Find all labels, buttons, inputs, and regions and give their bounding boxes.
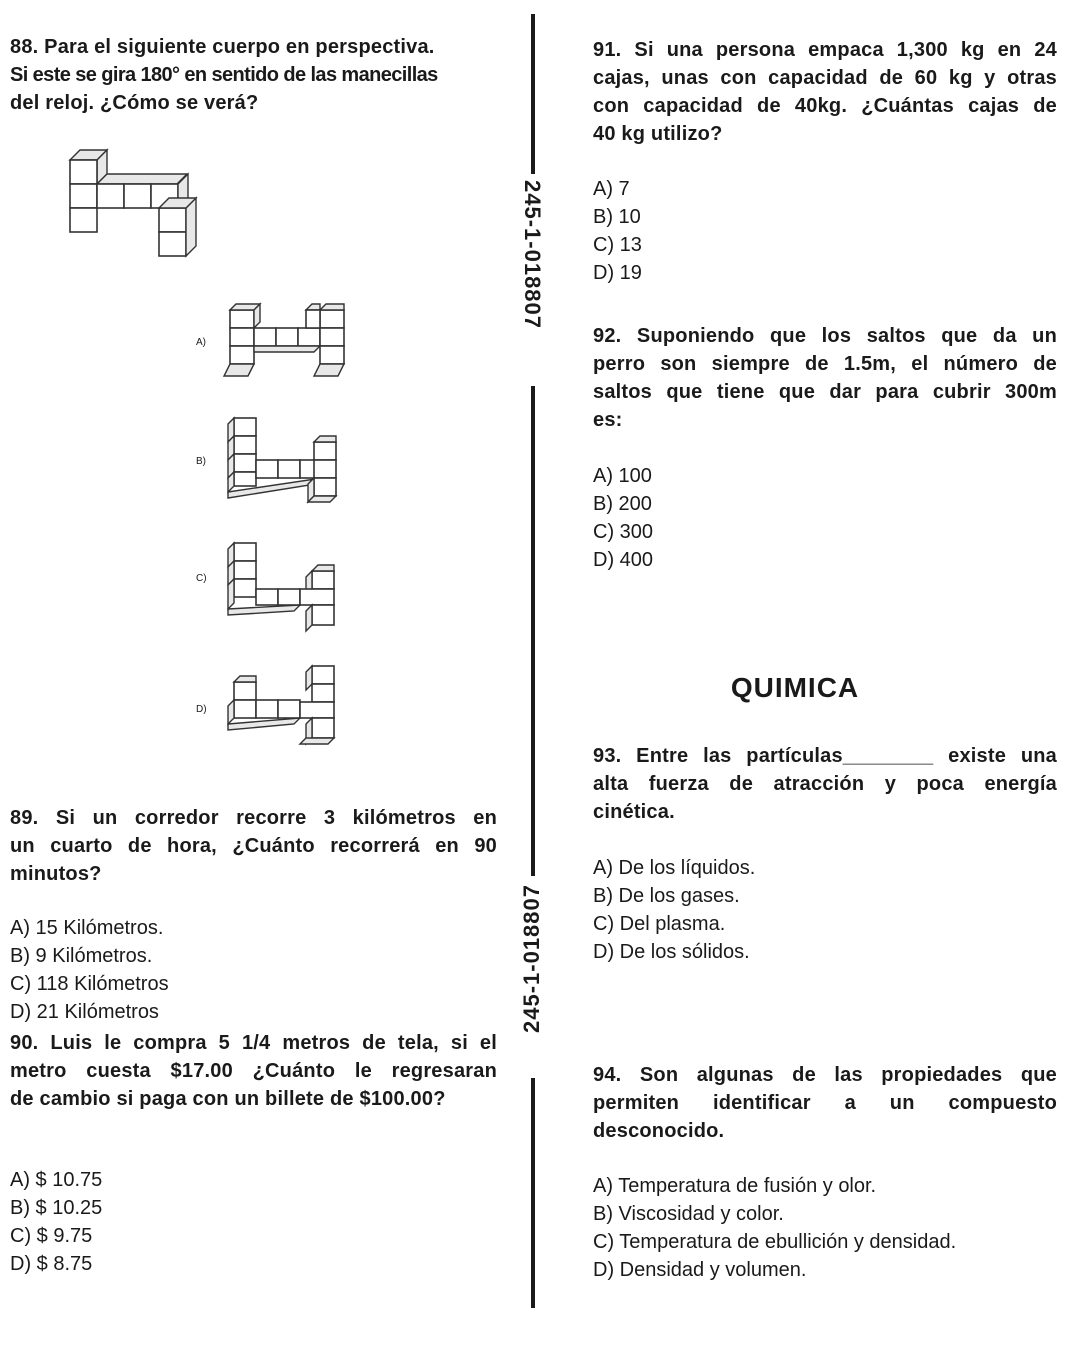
q93-line-3: cinética. bbox=[593, 801, 675, 823]
q90-option-b[interactable]: B) $ 10.25 bbox=[10, 1197, 103, 1219]
q92-option-c[interactable]: C) 300 bbox=[593, 521, 654, 543]
q92-line-1: 92. Suponiendo que los saltos que da un bbox=[593, 325, 1057, 347]
question-90 bbox=[10, 1029, 497, 1113]
q88-option-a-label: A) bbox=[196, 337, 206, 348]
q89-line-3: minutos? bbox=[10, 863, 102, 885]
q94-option-a[interactable]: A) Temperatura de fusión y olor. bbox=[593, 1175, 877, 1197]
q94-option-b[interactable]: B) Viscosidad y color. bbox=[593, 1203, 784, 1225]
q91-option-c[interactable]: C) 13 bbox=[593, 234, 642, 256]
q89-options bbox=[10, 914, 169, 1026]
q88-line-2: Si este se gira 180° en sentido de las manecillas bbox=[10, 64, 438, 86]
q92-option-b[interactable]: B) 200 bbox=[593, 493, 652, 515]
section-title-quimica: QUIMICA bbox=[730, 672, 860, 703]
q88-option-b-label: B) bbox=[196, 456, 206, 467]
q90-line-2: metro cuesta $17.00 ¿Cuánto le regresaran bbox=[10, 1060, 497, 1082]
q90-line-1: 90. Luis le compra 5 1/4 metros de tela, si el bbox=[10, 1032, 497, 1054]
q88-option-d-label: D) bbox=[196, 704, 207, 715]
q89-line-2: un cuarto de hora, ¿Cuánto recorrerá en 90 bbox=[10, 835, 497, 857]
exam-code-top: 245-1-018807 bbox=[520, 180, 545, 330]
q93-line-1: 93. Entre las partículas________ existe una bbox=[593, 745, 1057, 767]
question-93 bbox=[593, 742, 1057, 826]
q90-option-d[interactable]: D) $ 8.75 bbox=[10, 1253, 93, 1275]
q90-option-c[interactable]: C) $ 9.75 bbox=[10, 1225, 93, 1247]
question-92 bbox=[593, 322, 1057, 434]
q91-options bbox=[593, 175, 642, 287]
question-91 bbox=[593, 36, 1057, 148]
question-88 bbox=[10, 33, 515, 117]
q94-options bbox=[593, 1172, 956, 1284]
q93-line-2: alta fuerza de atracción y poca energía bbox=[593, 773, 1057, 795]
q93-options bbox=[593, 854, 755, 966]
question-94 bbox=[593, 1061, 1057, 1145]
q91-line-2: cajas, unas con capacidad de 60 kg y otras bbox=[593, 67, 1057, 89]
q89-option-c[interactable]: C) 118 Kilómetros bbox=[10, 973, 169, 995]
exam-code-bottom: 245-1-018807 bbox=[519, 884, 544, 1034]
q94-option-c[interactable]: C) Temperatura de ebullición y densidad. bbox=[593, 1231, 957, 1253]
q89-option-b[interactable]: B) 9 Kilómetros. bbox=[10, 945, 153, 967]
q88-option-c-label: C) bbox=[196, 573, 207, 584]
q94-option-d[interactable]: D) Densidad y volumen. bbox=[593, 1259, 807, 1281]
q94-line-3: desconocido. bbox=[593, 1120, 725, 1142]
q92-option-d[interactable]: D) 400 bbox=[593, 549, 654, 571]
q93-option-b[interactable]: B) De los gases. bbox=[593, 885, 740, 907]
q93-option-c[interactable]: C) Del plasma. bbox=[593, 913, 726, 935]
q88-main-figure bbox=[60, 140, 210, 270]
q92-option-a[interactable]: A) 100 bbox=[593, 465, 652, 487]
q89-option-d[interactable]: D) 21 Kilómetros bbox=[10, 1001, 159, 1023]
q91-option-a[interactable]: A) 7 bbox=[593, 178, 630, 200]
column-divider-top bbox=[531, 14, 535, 174]
q89-option-a[interactable]: A) 15 Kilómetros. bbox=[10, 917, 164, 939]
column-divider-bottom bbox=[531, 1078, 535, 1308]
q91-line-3: con capacidad de 40kg. ¿Cuántas cajas de bbox=[593, 95, 1057, 117]
q94-line-1: 94. Son algunas de las propiedades que bbox=[593, 1064, 1057, 1086]
q94-line-2: permiten identificar a un compuesto bbox=[593, 1092, 1057, 1114]
q88-option-b-figure[interactable] bbox=[220, 412, 345, 517]
q91-line-1: 91. Si una persona empaca 1,300 kg en 24 bbox=[593, 39, 1057, 61]
q90-option-a[interactable]: A) $ 10.75 bbox=[10, 1169, 103, 1191]
question-89 bbox=[10, 804, 497, 888]
q92-line-4: es: bbox=[593, 409, 623, 431]
q92-line-3: saltos que tiene que dar para cubrir 300m bbox=[593, 381, 1057, 403]
q91-option-b[interactable]: B) 10 bbox=[593, 206, 641, 228]
q88-option-c-figure[interactable] bbox=[220, 537, 345, 635]
q91-option-d[interactable]: D) 19 bbox=[593, 262, 642, 284]
q89-line-1: 89. Si un corredor recorre 3 kilómetros en bbox=[10, 807, 497, 829]
column-divider-middle bbox=[531, 386, 535, 876]
q88-line-1: 88. Para el siguiente cuerpo en perspectiva. bbox=[10, 36, 435, 58]
q92-line-2: perro son siempre de 1.5m, el número de bbox=[593, 353, 1057, 375]
q88-option-d-figure[interactable] bbox=[220, 660, 345, 760]
q93-option-d[interactable]: D) De los sólidos. bbox=[593, 941, 750, 963]
q88-line-3: del reloj. ¿Cómo se verá? bbox=[10, 92, 259, 114]
q91-line-4: 40 kg utilizo? bbox=[593, 123, 723, 145]
q93-option-a[interactable]: A) De los líquidos. bbox=[593, 857, 756, 879]
q92-options bbox=[593, 462, 653, 574]
q88-option-a-figure[interactable] bbox=[220, 302, 350, 384]
q90-line-3: de cambio si paga con un billete de $100.00? bbox=[10, 1088, 446, 1110]
q90-options bbox=[10, 1166, 102, 1278]
